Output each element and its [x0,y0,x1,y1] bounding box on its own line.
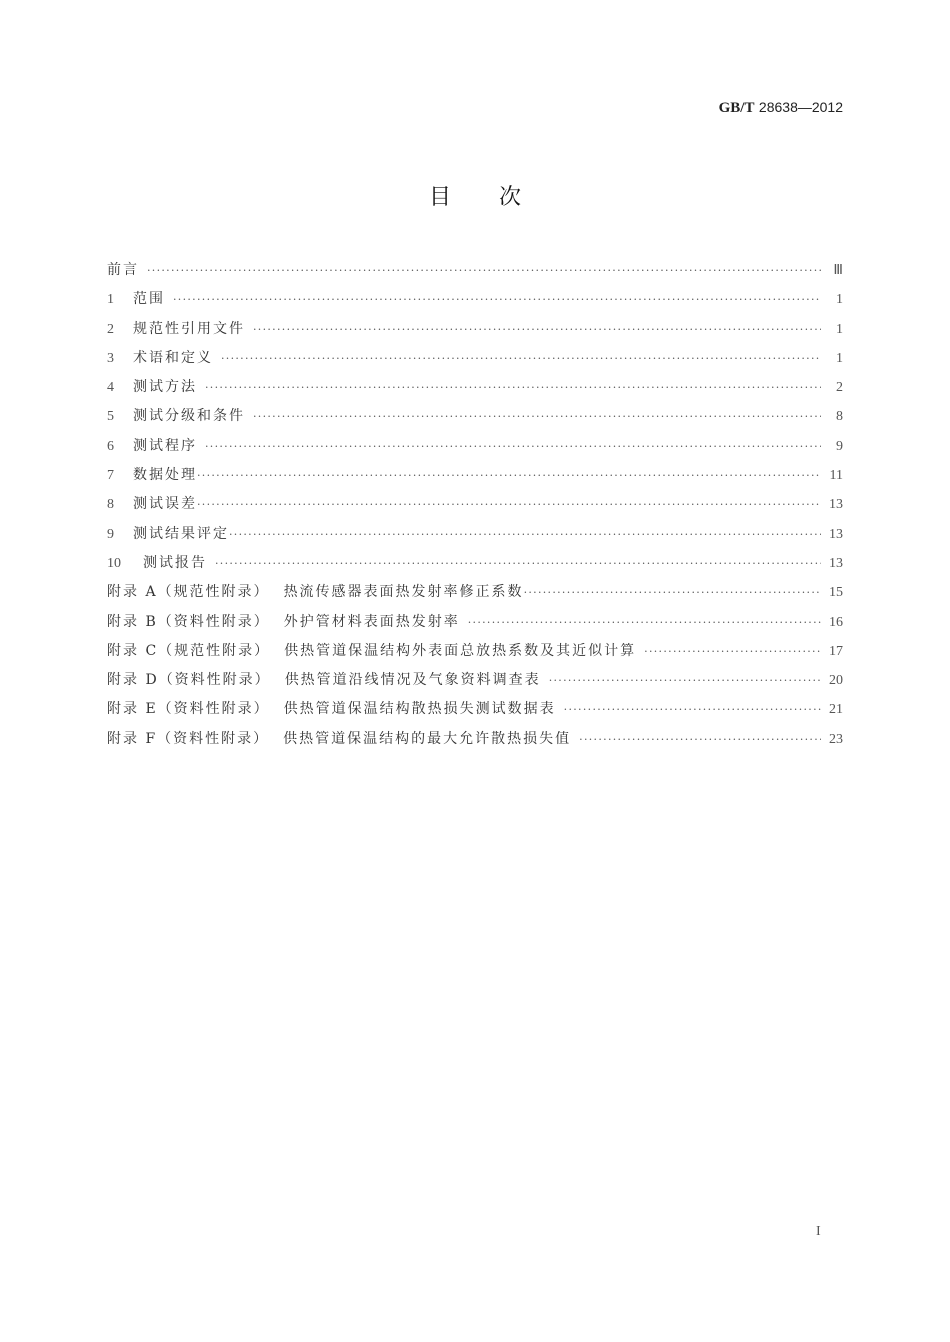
toc-label: 测试程序 [133,437,197,454]
toc-entry-appendix-f[interactable] [107,728,843,757]
toc-page: 13 [829,555,843,571]
toc-label: 供热管道沿线情况及气象资料调查表 [284,672,541,689]
toc-number: 3 [107,350,114,366]
dot-leader [173,293,821,306]
appendix-type: （资料性附录） [157,730,270,747]
toc-label: 数据处理 [133,467,197,484]
toc-label: 供热管道保温结构外表面总放热系数及其近似计算 [284,642,637,659]
toc-number: 2 [107,321,114,337]
dot-leader [644,645,821,658]
appendix-type: （资料性附录） [157,701,270,718]
toc-label: 前言 [107,262,139,278]
dot-leader [579,733,821,746]
toc-number: 6 [107,438,114,454]
appendix-type: （规范性附录） [157,584,270,601]
toc-number: 1 [107,292,114,308]
dot-leader [197,469,821,482]
toc-entry-appendix-c[interactable] [107,640,843,669]
dot-leader [253,410,821,423]
toc-page: 1 [836,292,843,308]
dot-leader [205,440,821,453]
appendix-id: 附录 C [107,642,159,659]
appendix-id: 附录 A [107,584,158,601]
toc-page: 23 [829,731,843,747]
appendix-type: （规范性附录） [158,642,271,659]
dot-leader [524,586,821,599]
toc-label: 供热管道保温结构的最大允许散热损失值 [283,730,572,747]
toc-page: 2 [836,380,843,396]
toc-entry[interactable] [107,347,843,376]
toc-page: 1 [836,321,843,337]
toc-page: 8 [836,409,843,425]
dot-leader [564,703,821,716]
toc-page: Ⅲ [833,263,843,278]
toc-number: 5 [107,409,114,425]
standard-number: 28638—2012 [758,99,843,115]
page-title [0,180,950,211]
toc-page: 9 [836,438,843,454]
toc-page: 11 [829,468,843,484]
toc-page: 16 [829,614,843,630]
toc-entry[interactable] [107,435,843,464]
appendix-id: 附录 B [107,613,158,630]
toc-entry[interactable] [107,493,843,522]
toc-number: 9 [107,526,114,542]
toc-entry-appendix-a[interactable] [107,581,843,610]
toc-entry-appendix-e[interactable] [107,698,843,727]
toc-number: 8 [107,497,114,513]
toc-entry[interactable] [107,552,843,581]
toc-entry[interactable] [107,318,843,347]
standard-code [719,99,843,117]
toc-entry[interactable] [107,523,843,552]
dot-leader [215,557,821,570]
toc-label: 规范性引用文件 [133,320,245,337]
toc-number: 10 [107,555,121,571]
toc-label: 测试方法 [133,379,197,396]
toc-page: 21 [829,702,843,718]
toc-page: 13 [829,526,843,542]
toc-entry[interactable] [107,464,843,493]
toc-label: 术语和定义 [133,349,213,366]
toc-entry-appendix-b[interactable] [107,611,843,640]
toc-entry[interactable] [107,376,843,405]
appendix-id: 附录 D [107,672,159,689]
dot-leader [221,352,821,365]
appendix-type: （资料性附录） [157,613,270,630]
toc-page: 20 [829,673,843,689]
toc-entry[interactable] [107,405,843,434]
page-number: I [816,1224,821,1239]
toc-number: 4 [107,380,114,396]
toc-entry-foreword[interactable] [107,259,843,288]
standard-prefix: GB/T [718,100,755,116]
toc-label: 供热管道保温结构散热损失测试数据表 [283,701,556,718]
toc-entry[interactable] [107,288,843,317]
dot-leader [147,264,821,277]
table-of-contents [107,259,843,757]
appendix-id: 附录 E [107,701,158,718]
toc-label: 范围 [133,291,165,308]
dot-leader [549,674,821,687]
toc-number: 7 [107,468,114,484]
toc-label: 测试报告 [143,554,207,571]
toc-page: 15 [829,585,843,601]
toc-label: 热流传感器表面热发射率修正系数 [283,584,524,601]
toc-label: 测试分级和条件 [133,408,245,425]
appendix-type: （资料性附录） [158,672,271,689]
title-char-2: 次 [499,185,522,210]
toc-page: 1 [836,350,843,366]
toc-page: 17 [829,643,843,659]
toc-label: 测试误差 [133,496,197,513]
appendix-id: 附录 F [107,730,158,747]
toc-page: 13 [829,497,843,513]
toc-label: 外护管材料表面热发射率 [283,613,460,630]
dot-leader [205,381,821,394]
dot-leader [197,498,821,511]
toc-entry-appendix-d[interactable] [107,669,843,698]
dot-leader [229,528,821,541]
title-char-1: 目 [428,185,451,210]
dot-leader [468,616,821,629]
dot-leader [253,323,821,336]
toc-label: 测试结果评定 [133,525,229,542]
